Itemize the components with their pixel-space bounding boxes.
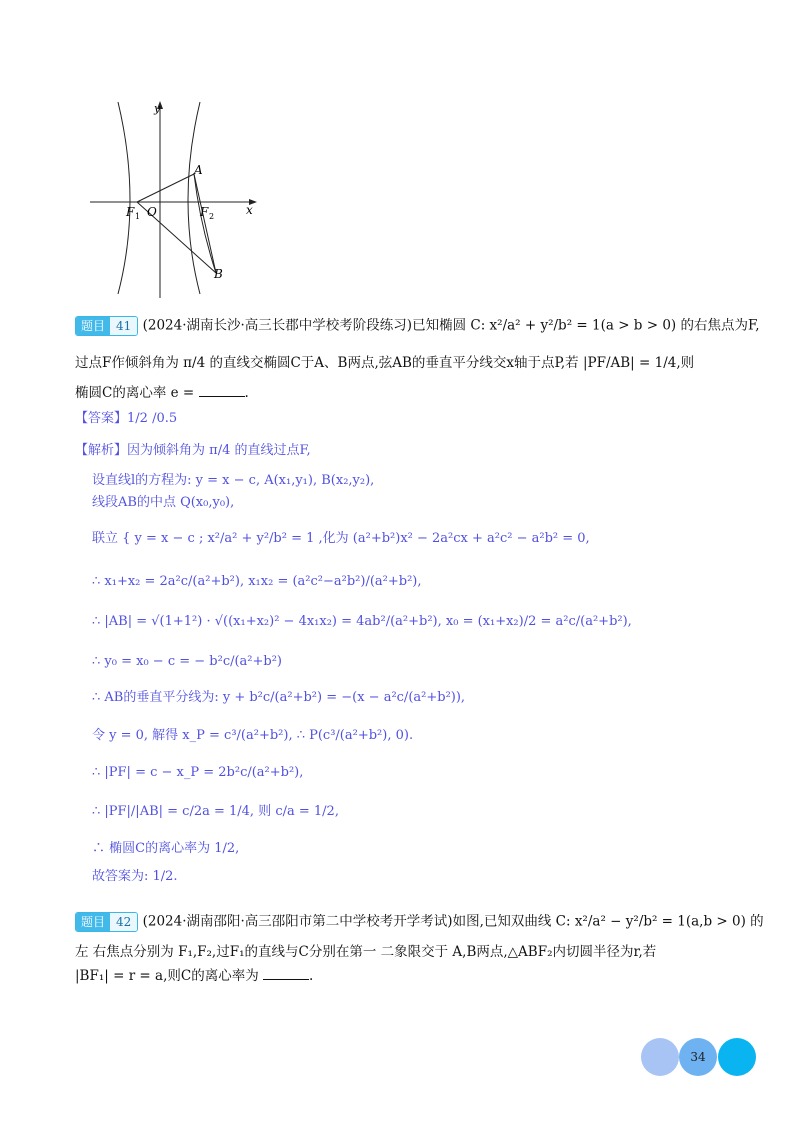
q42-badge: 题目 42 [75,912,138,932]
analysis-line-11: ∴ 椭圆C的离心率为 1/2, [92,841,240,856]
analysis-line-1: 设直线l的方程为: y = x − c, A(x₁,y₁), B(x₂,y₂), [92,473,375,488]
page-number: 34 [690,1050,706,1064]
analysis-line-0: 【解析】因为倾斜角为 π/4 的直线过点F, [75,443,311,458]
point-a-label: A [194,163,203,177]
q41-ellipse-equation: C: x²/a² + y²/b² = 1(a > b > 0) [470,317,677,334]
q42-answer-blank [263,967,309,980]
origin-label: O [147,205,157,219]
analysis-line-7: ∴ AB的垂直平分线为: y + b²c/(a²+b²) = −(x − a²c/(a²+b²)), [92,690,466,705]
hyperbola-figure [90,98,260,298]
q41-line2: 过点F作倾斜角为 π/4 的直线交椭圆C于A、B两点,弦AB的垂直平分线交x轴于点P,若 |PF/AB| = 1/4,则 [75,355,695,371]
answer-value: 1/2 /0.5 [127,411,178,426]
page-number-badge [640,1037,760,1077]
q41-line1: 题目 41 (2024·湖南长沙·高三长郡中学校考阶段练习)已知椭圆 C: x²/a² + y²/b² = 1(a > b > 0) 的右焦点为F, [75,316,760,336]
f2-label: F [200,205,209,219]
analysis-line-3: 联立 { y = x − c ; x²/a² + y²/b² = 1 ,化为 (a²+b²)x² − 2a²cx + a²c² − a²b² = 0, [92,531,590,546]
analysis-line-2: 线段AB的中点 Q(x₀,y₀), [92,495,235,510]
analysis-line-4: ∴ x₁+x₂ = 2a²c/(a²+b²), x₁x₂ = (a²c²−a²b²)/(a²+b²), [92,574,422,589]
answer-line [75,410,177,428]
q42-line3: |BF₁| = r = a,则C的离心率为 . [75,968,314,984]
answer-label: 【答案】 [75,411,128,426]
analysis-line-10: ∴ |PF|/|AB| = c/2a = 1/4, 则 c/a = 1/2, [92,804,339,819]
f2-sub: 2 [209,212,215,221]
analysis-line-9: ∴ |PF| = c − x_P = 2b²c/(a²+b²), [92,765,304,780]
analysis-line-5: ∴ |AB| = √(1+1²) · √((x₁+x₂)² − 4x₁x₂) = 4ab²/(a²+b²), x₀ = (x₁+x₂)/2 = a²c/(a²+b²), [92,614,632,629]
q41-line3: 椭圆C的离心率 e = . [75,385,249,401]
answer-blank [199,384,245,397]
analysis-line-6: ∴ y₀ = x₀ − c = − b²c/(a²+b²) [92,654,283,669]
analysis-line-12: 故答案为: 1/2. [92,869,178,884]
y-axis-label: y [154,102,161,115]
f1-sub: 1 [135,212,141,221]
analysis-label: 【解析】 [75,443,128,458]
analysis-line-8: 令 y = 0, 解得 x_P = c³/(a²+b²), ∴ P(c³/(a²+b²), 0). [92,728,414,743]
x-axis-label: x [246,203,253,217]
q42-line1: 题目 42 (2024·湖南邵阳·高三邵阳市第二中学校考开学考试)如图,已知双曲线 C: x²/a² − y²/b² = 1(a,b > 0) 的 [75,912,764,932]
q42-line2: 左 右焦点分别为 F₁,F₂,过F₁的直线与C分别在第一 二象限交于 A,B两点,△ABF₂内切圆半径为r,若 [75,944,657,960]
point-b-label: B [214,267,223,281]
f1-label: F [126,205,135,219]
q41-badge: 题目 41 [75,316,138,336]
